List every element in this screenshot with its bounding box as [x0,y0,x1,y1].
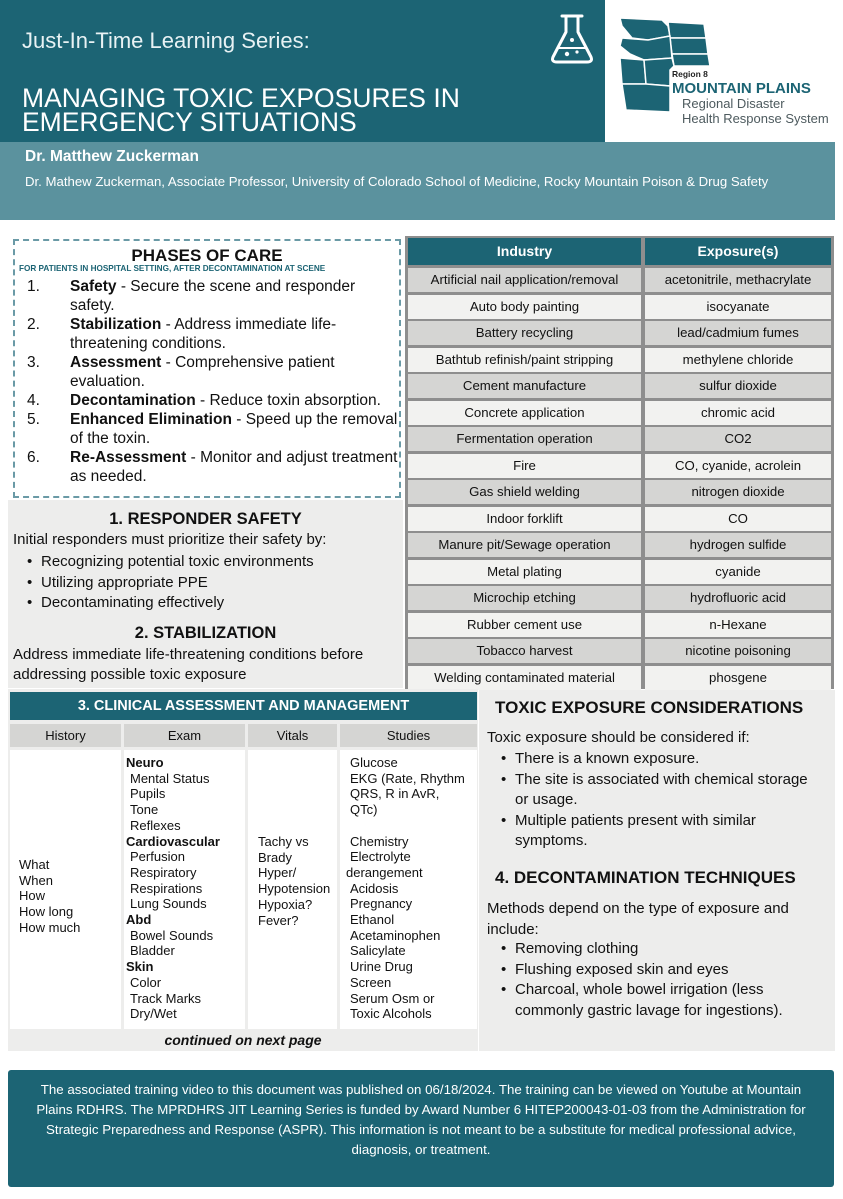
list-item: How much [19,919,81,935]
list-item: Mental Status [130,770,210,786]
phase-number: 3. [27,354,40,371]
list-item: Fever? [258,912,299,928]
stabilization-text: Address immediate life-threatening conditions before addressing possible toxic exposure [13,646,364,683]
industry-header: Industry [408,238,641,265]
toxic-exposure-list [501,749,821,852]
list-item: Tone [130,802,159,818]
list-item: • Removing clothing [501,939,831,960]
list-item: Hypotension [258,881,331,897]
exposure-header: Exposure(s) [645,238,831,265]
phases-title: PHASES OF CARE [131,246,283,265]
exposure-cell: hydrogen sulfide [645,533,831,557]
industry-cell: Artificial nail application/removal [408,268,641,292]
decontamination-intro: Methods depend on the type of exposure and include: [487,900,789,938]
list-item: Respiratory [130,864,197,880]
list-item: Abd [126,912,152,928]
phase-desc: - Secure the scene and responder safety. [70,278,356,314]
phase-desc: - Reduce toxin absorption. [195,392,381,409]
list-item: derangement [346,864,423,880]
list-item: • Flushing exposed skin and eyes [501,960,831,981]
toxic-exposure-intro: Toxic exposure should be considered if: [487,729,750,746]
list-item: • Recognizing potential toxic environments [27,552,314,573]
list-item: Pregnancy [350,896,413,912]
industry-cell: Metal plating [408,560,641,584]
list-item: • Multiple patients present with similar symptoms. [501,811,821,852]
list-item: • There is a known exposure. [501,749,821,770]
phase-number: 2. [27,316,40,333]
logo-region: Region 8 [672,69,708,79]
list-item: Dry/Wet [130,1006,177,1022]
mountain-plains-logo [612,14,840,132]
footer-text: The associated training video to this document was published on 06/18/2024. The training can be viewed on Youtube at Mountain Plains RDHRS. The MPRDHRS JIT Learning Series is funded by Award Number 6 HITEP200043-01-03 from the Administration for Strategic Preparedness and Response (ASPR). This information is not meant to be a substitute for medical professional advice, diagnosis, or treatment. [36,1082,806,1157]
phase-desc: - Monitor and adjust treatment as needed. [70,449,398,485]
list-item: Perfusion [130,849,185,865]
industry-cell: Welding contaminated material [408,666,641,690]
exposure-cell: hydrofluoric acid [645,586,831,610]
page-title-line2: EMERGENCY SITUATIONS [22,107,357,137]
industry-cell: Auto body painting [408,295,641,319]
exposure-cell: chromic acid [645,401,831,425]
industry-cell: Manure pit/Sewage operation [408,533,641,557]
list-item: Electrolyte [350,849,411,865]
phase-item [27,353,399,391]
flask-icon [548,10,596,66]
exposure-cell: methylene chloride [645,348,831,372]
list-item: Glucose [350,755,398,770]
industry-cell: Gas shield welding [408,480,641,504]
list-item: Acidosis [350,880,399,896]
industry-cell: Tobacco harvest [408,639,641,663]
list-item: Hyper/ [258,865,297,881]
exam-list [126,755,244,1022]
list-item: Pupils [130,786,166,802]
industry-cell: Cement manufacture [408,374,641,398]
list-item: Chemistry [350,833,409,849]
list-item: Bladder [130,943,175,959]
industry-cell: Fermentation operation [408,427,641,451]
list-item: EKG (Rate, Rhythm [350,770,465,786]
exposure-cell: CO2 [645,427,831,451]
exposure-cell: acetonitrile, methacrylate [645,268,831,292]
clinical-vitals-col [248,750,337,1029]
list-item: How long [19,904,74,920]
list-item: Ethanol [350,912,395,928]
clinical-studies-col [340,750,477,1029]
exposure-cell: isocyanate [645,295,831,319]
industry-cell: Battery recycling [408,321,641,345]
industry-cell: Rubber cement use [408,613,641,637]
stabilization-title: 2. STABILIZATION [134,624,277,642]
author-name: Dr. Matthew Zuckerman [25,148,199,165]
phase-desc: - Speed up the removal of the toxin. [70,411,398,447]
exposure-cell: phosgene [645,666,831,690]
exposure-cell: CO, cyanide, acrolein [645,454,831,478]
vitals-list [258,834,330,928]
phase-number: 5. [27,411,40,428]
phase-item [27,448,399,486]
clinical-title: 3. CLINICAL ASSESSMENT AND MANAGEMENT [10,692,477,720]
industry-cell: Bathtub refinish/paint stripping [408,348,641,372]
industry-cell: Fire [408,454,641,478]
list-item: Salicylate [350,943,406,959]
phase-item [27,391,399,410]
list-item: How [19,888,46,904]
list-item: Toxic Alcohols [350,1006,432,1022]
phase-item [27,277,399,315]
exposure-cell: nitrogen dioxide [645,480,831,504]
list-item: QTc) [350,802,378,818]
list-item: Tachy vs [258,834,309,849]
author-description: Dr. Mathew Zuckerman, Associate Professor, University of Colorado School of Medicine, Rocky Mountain Poison & Drug Safety [25,174,769,189]
industry-cell: Concrete application [408,401,641,425]
phase-term: Enhanced Elimination [70,411,232,428]
phases-list [27,277,399,486]
phase-term: Safety [70,278,117,295]
list-item: Urine Drug [350,959,413,975]
clinical-header-studies: Studies [340,724,477,747]
list-item: Cardiovascular [126,833,220,849]
phase-item [27,410,399,448]
list-item: • The site is associated with chemical storage or usage. [501,770,821,811]
list-item: Screen [350,974,392,990]
exposure-cell: sulfur dioxide [645,374,831,398]
history-list [19,857,80,936]
list-item: When [19,872,53,888]
exposure-cell: nicotine poisoning [645,639,831,663]
responder-safety-intro: Initial responders must prioritize their safety by: [13,531,327,548]
page-title-line1: MANAGING TOXIC EXPOSURES IN [22,83,460,113]
list-item: What [19,857,50,872]
clinical-exam-col [124,750,245,1029]
list-item: Reflexes [130,817,181,833]
phase-number: 6. [27,449,40,466]
list-item: Hypoxia? [258,896,313,912]
exposure-cell: cyanide [645,560,831,584]
list-item: Respirations [130,880,203,896]
phase-number: 1. [27,278,40,295]
phase-term: Stabilization [70,316,162,333]
exposure-cell: CO [645,507,831,531]
clinical-header-exam: Exam [124,724,245,747]
studies-list [346,755,475,1022]
phase-desc: - Comprehensive patient evaluation. [70,354,335,390]
list-item: Color [130,974,162,990]
phase-term: Re-Assessment [70,449,187,466]
logo-line1: MOUNTAIN PLAINS [672,80,811,97]
responder-safety-list [27,552,314,614]
list-item: • Charcoal, whole bowel irrigation (less commonly gastric lavage for ingestions). [501,980,831,1021]
list-item: • Decontaminating effectively [27,593,314,614]
phase-term: Decontamination [70,392,196,409]
phase-desc: - Address immediate life-threatening conditions. [70,316,337,352]
series-title: Just-In-Time Learning Series: [22,28,310,53]
exposure-cell: lead/cadmium fumes [645,321,831,345]
list-item: Serum Osm or [350,990,435,1006]
list-item: Acetaminophen [350,927,441,943]
phase-number: 4. [27,392,40,409]
exposure-cell: n-Hexane [645,613,831,637]
industry-cell: Microchip etching [408,586,641,610]
list-item: Bowel Sounds [130,927,214,943]
list-item: Neuro [126,755,164,770]
phase-term: Assessment [70,354,162,371]
clinical-header-vitals: Vitals [248,724,337,747]
list-item: QRS, R in AvR, [350,786,440,802]
list-item: • Utilizing appropriate PPE [27,573,314,594]
page-title [22,83,460,137]
list-item: Brady [258,849,292,865]
phases-subtitle: FOR PATIENTS IN HOSPITAL SETTING, AFTER DECONTAMINATION AT SCENE [19,264,326,273]
industry-cell: Indoor forklift [408,507,641,531]
list-item [350,818,475,834]
toxic-exposure-title: TOXIC EXPOSURE CONSIDERATIONS [495,698,804,717]
logo-line3: Health Response System [682,111,829,126]
decontamination-title: 4. DECONTAMINATION TECHNIQUES [495,868,796,887]
phase-item [27,315,399,353]
list-item: Track Marks [130,990,202,1006]
responder-safety-title: 1. RESPONDER SAFETY [109,510,302,528]
decontamination-list [501,939,831,1021]
continued-note: continued on next page [164,1032,322,1048]
clinical-history-col [10,750,121,1029]
list-item: Lung Sounds [130,896,207,912]
list-item: Skin [126,959,154,975]
logo-line2: Regional Disaster [682,96,785,111]
clinical-header-history: History [10,724,121,747]
